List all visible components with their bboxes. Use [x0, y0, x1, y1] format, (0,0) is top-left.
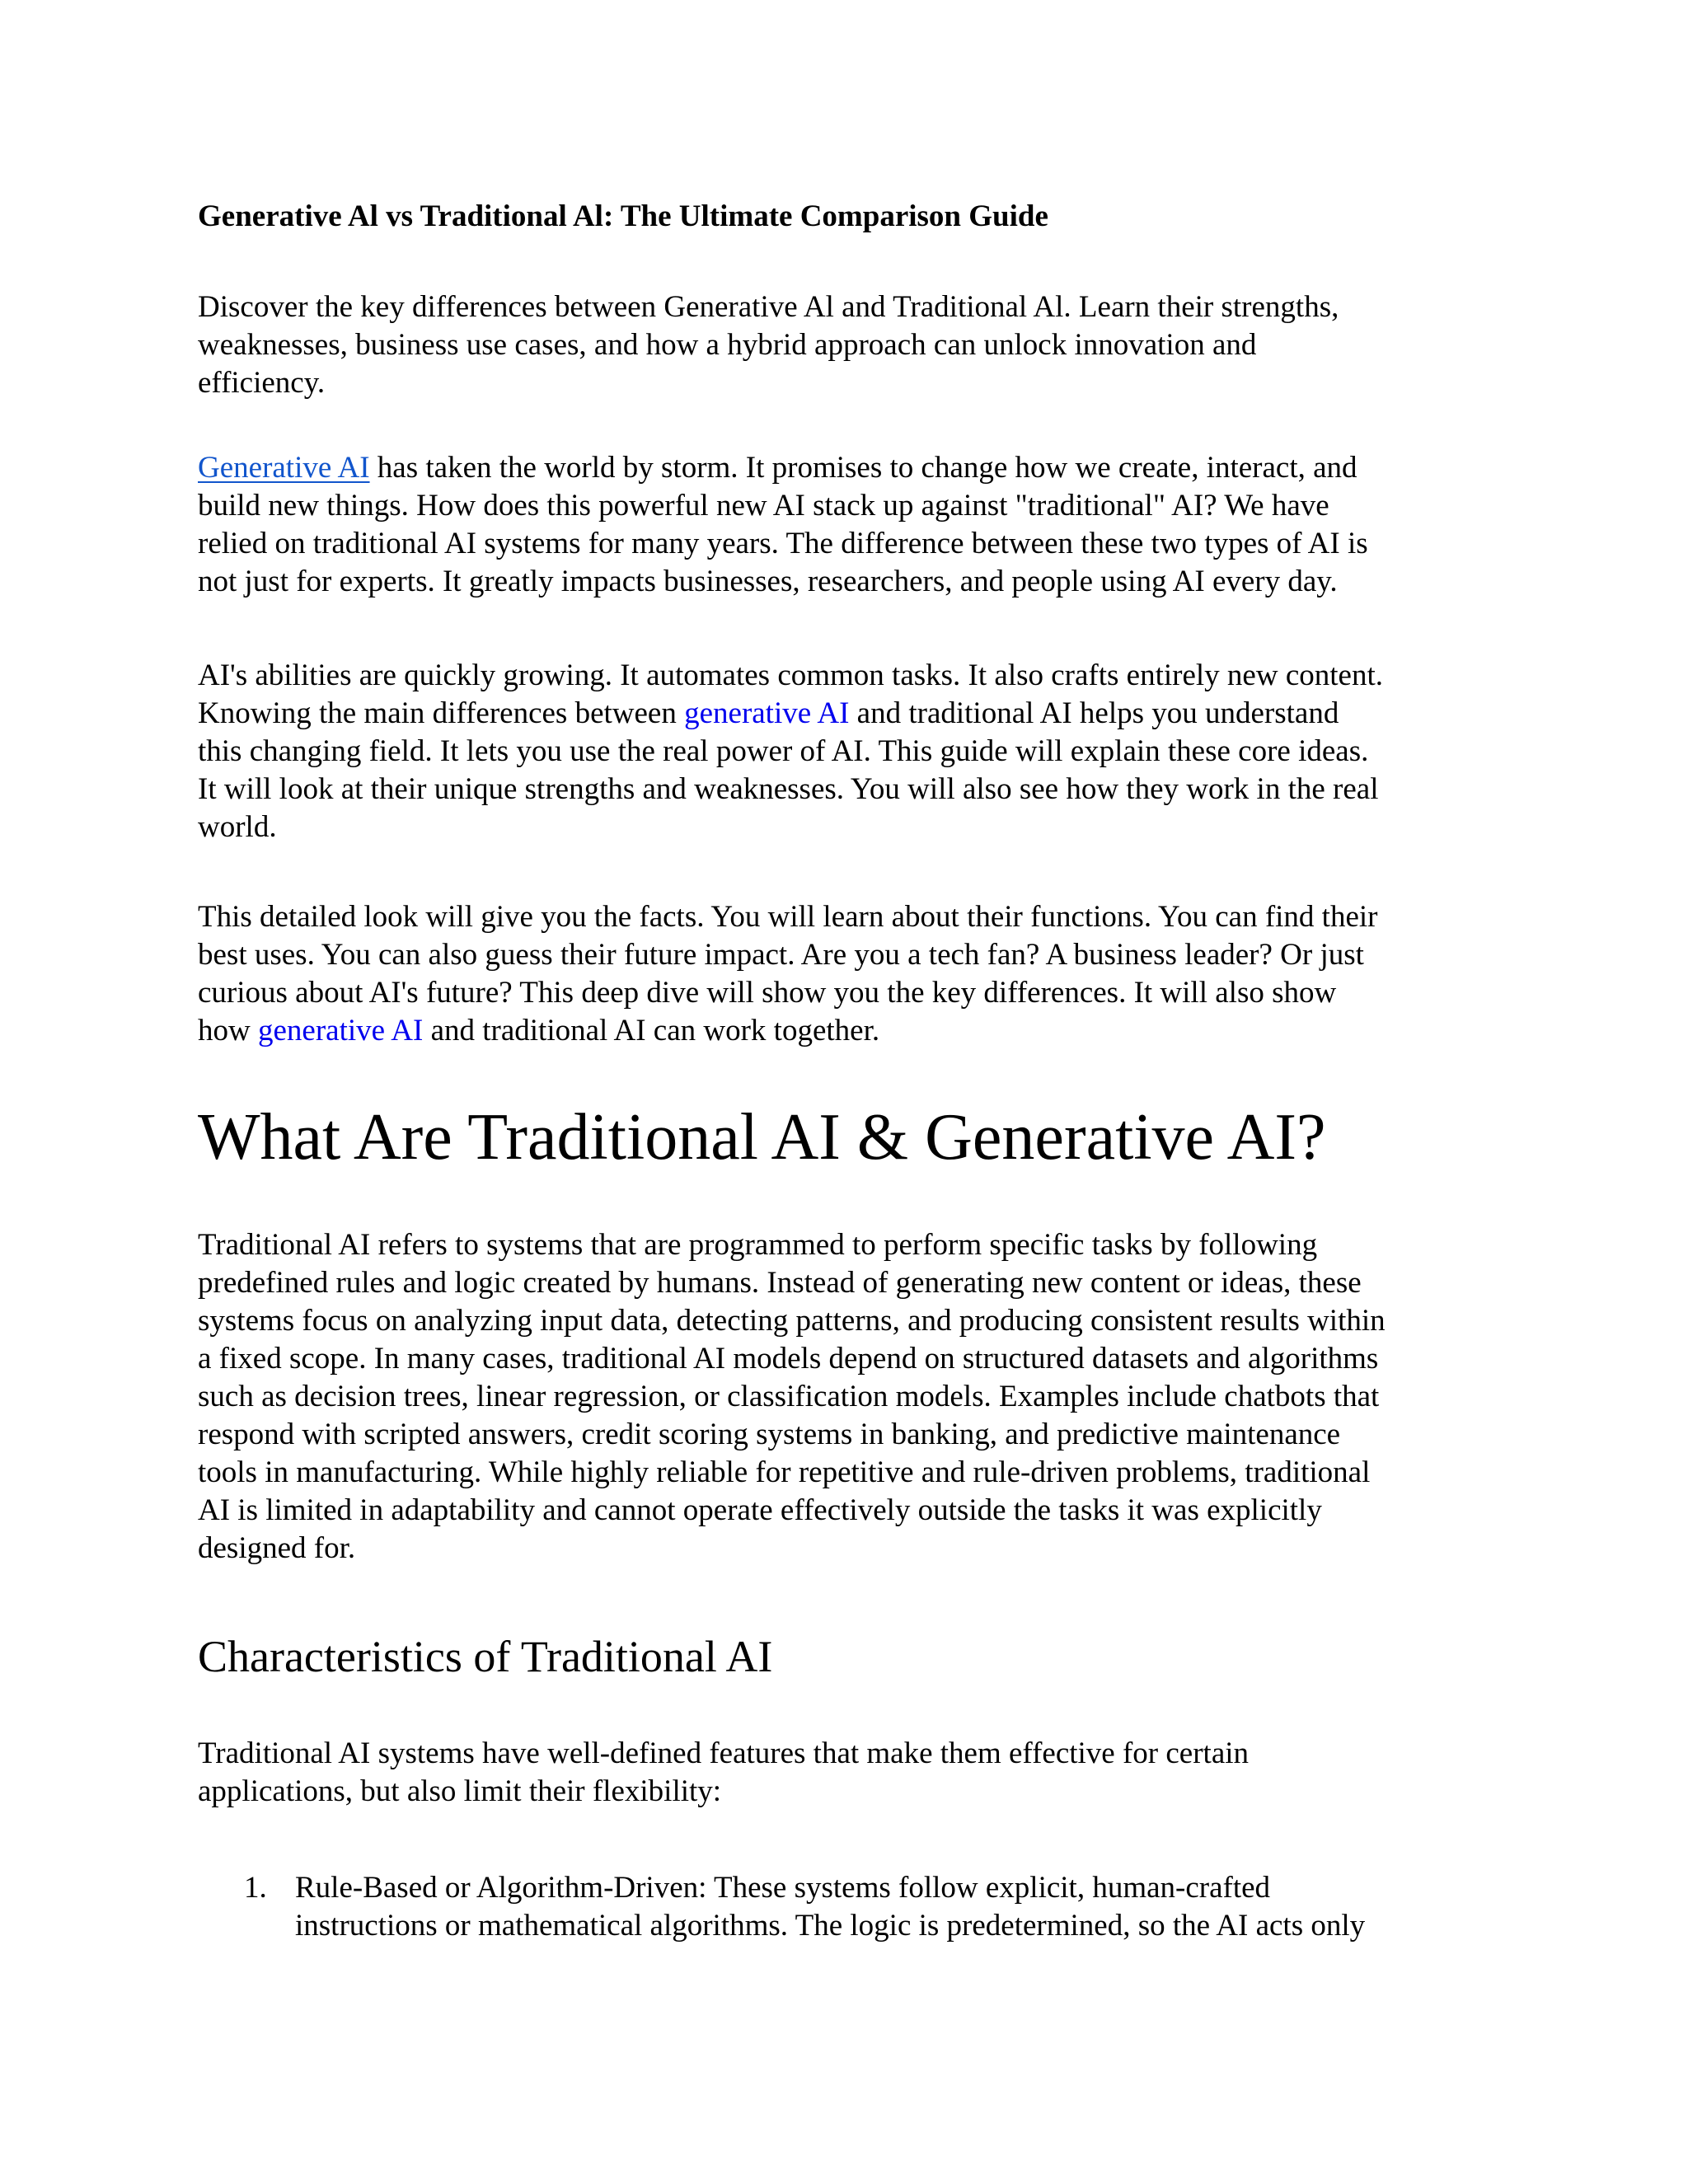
paragraph-4 — [198, 1226, 1492, 1568]
paragraph-line: designed for. — [198, 1531, 356, 1565]
paragraph-line: this changing field. It lets you use the real power of AI. This guide will explain these core ideas. — [198, 734, 1369, 768]
generative-ai-link[interactable]: generative AI — [257, 1014, 424, 1047]
list-item-number: 1. — [244, 1871, 267, 1905]
intro-paragraph — [198, 288, 1492, 402]
paragraph-text: and traditional AI can work together. — [423, 1014, 880, 1047]
paragraph-text: Knowing the main differences between — [198, 696, 685, 730]
paragraph-line: predefined rules and logic created by humans. Instead of generating new content or ideas, these — [198, 1266, 1362, 1300]
list-item-line: instructions or mathematical algorithms. The logic is predetermined, so the AI acts only — [295, 1909, 1366, 1943]
paragraph-text: has taken the world by storm. It promises to change how we create, interact, and — [369, 451, 1357, 485]
paragraph-line: build new things. How does this powerful new AI stack up against "traditional" AI? We have — [198, 489, 1329, 523]
paragraph-line: such as decision trees, linear regression, or classification models. Examples include chatbots that — [198, 1380, 1380, 1413]
paragraph-1 — [198, 449, 1492, 601]
paragraph-line — [198, 695, 1492, 733]
paragraph-line: world. — [198, 810, 277, 844]
paragraph-text: how — [198, 1014, 258, 1047]
paragraph-3 — [198, 898, 1492, 1050]
intro-line: Discover the key differences between Generative Al and Traditional Al. Learn their strengths, — [198, 290, 1339, 324]
paragraph-line: AI is limited in adaptability and cannot operate effectively outside the tasks it was explicitly — [198, 1493, 1322, 1527]
intro-line: weaknesses, business use cases, and how a hybrid approach can unlock innovation and — [198, 328, 1257, 362]
paragraph-line: respond with scripted answers, credit scoring systems in banking, and predictive maintenance — [198, 1418, 1341, 1451]
paragraph-line: Traditional AI systems have well-defined features that make them effective for certain — [198, 1736, 1250, 1770]
paragraph-line: applications, but also limit their flexibility: — [198, 1774, 722, 1808]
intro-line: efficiency. — [198, 366, 326, 400]
list-item-text — [295, 1869, 1498, 1945]
paragraph-line: tools in manufacturing. While highly reliable for repetitive and rule-driven problems, traditional — [198, 1455, 1371, 1489]
paragraph-line: It will look at their unique strengths and weaknesses. You will also see how they work in the real — [198, 772, 1379, 806]
paragraph-line: relied on traditional AI systems for many years. The difference between these two types of AI is — [198, 527, 1368, 560]
paragraph-line: not just for experts. It greatly impacts businesses, researchers, and people using AI every day. — [198, 565, 1338, 598]
paragraph-line: AI's abilities are quickly growing. It automates common tasks. It also crafts entirely new content. — [198, 658, 1383, 692]
subsection-heading: Characteristics of Traditional AI — [198, 1632, 773, 1681]
generative-ai-link[interactable]: generative AI — [684, 696, 850, 730]
paragraph-line: Traditional AI refers to systems that are programmed to perform specific tasks by following — [198, 1228, 1318, 1262]
generative-ai-link[interactable]: Generative AI — [198, 451, 370, 485]
paragraph-line — [198, 449, 1492, 487]
document-title: Generative Al vs Traditional Al: The Ultimate Comparison Guide — [198, 199, 1048, 233]
paragraph-5 — [198, 1735, 1492, 1811]
paragraph-line — [198, 1012, 1492, 1050]
paragraph-line: curious about AI's future? This deep dive will show you the key differences. It will also show — [198, 976, 1337, 1010]
paragraph-2 — [198, 657, 1492, 846]
section-heading: What Are Traditional AI & Generative AI? — [198, 1101, 1326, 1174]
paragraph-text: and traditional AI helps you understand — [849, 696, 1339, 730]
paragraph-line: best uses. You can also guess their future impact. Are you a tech fan? A business leader? Or just — [198, 938, 1364, 972]
list-item-line: Rule-Based or Algorithm-Driven: These systems follow explicit, human-crafted — [295, 1871, 1271, 1905]
paragraph-line: a fixed scope. In many cases, traditional AI models depend on structured datasets and algorithms — [198, 1342, 1379, 1376]
paragraph-line: systems focus on analyzing input data, detecting patterns, and producing consistent results within — [198, 1304, 1386, 1338]
paragraph-line: This detailed look will give you the facts. You will learn about their functions. You can find their — [198, 900, 1378, 934]
